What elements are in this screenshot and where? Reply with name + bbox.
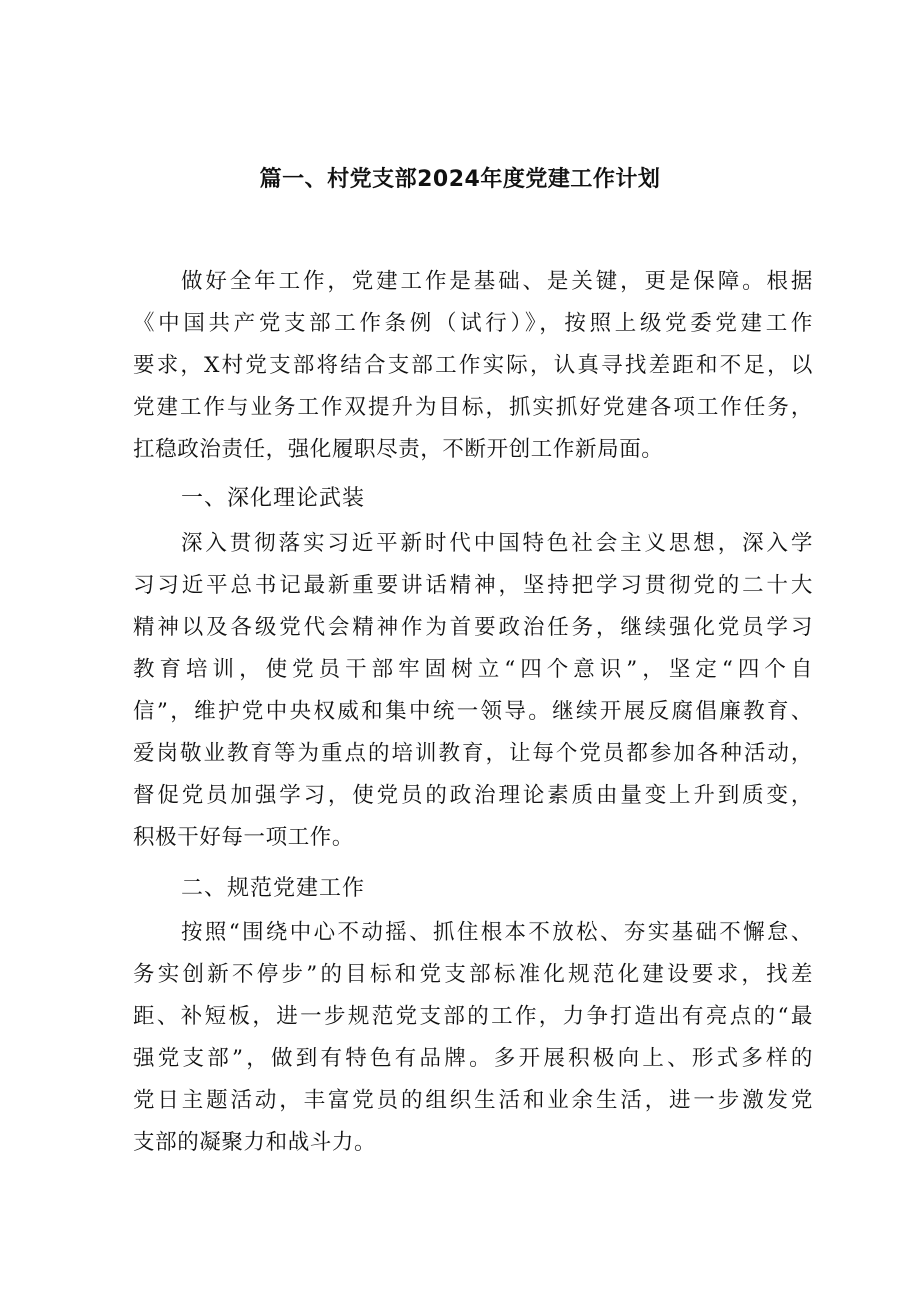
section1-line-4: 教育培训，使党员干部牢固树立“四个意识”，坚定“四个自 bbox=[133, 657, 813, 682]
section2-line-2: 务实创新不停步”的目标和党支部标准化规范化建设要求，找差 bbox=[133, 962, 813, 987]
section2-line-5: 党日主题活动，丰富党员的组织生活和业余生活，进一步激发党 bbox=[133, 1088, 813, 1113]
section1-line-5: 信”，维护党中央权威和集中统一领导。继续开展反腐倡廉教育、 bbox=[133, 699, 813, 724]
intro-line-4: 党建工作与业务工作双提升为目标，抓实抓好党建各项工作任务， bbox=[133, 395, 813, 420]
section1-line-2: 习习近平总书记最新重要讲话精神，坚持把学习贯彻党的二十大 bbox=[133, 573, 813, 598]
section1-line-3: 精神以及各级党代会精神作为首要政治任务，继续强化党员学习 bbox=[133, 615, 813, 640]
section2-line-4: 强党支部”，做到有特色有品牌。多开展积极向上、形式多样的 bbox=[133, 1046, 813, 1071]
section-heading-1: 一、深化理论武装 bbox=[181, 486, 366, 511]
section1-line-7: 督促党员加强学习，使党员的政治理论素质由量变上升到质变， bbox=[133, 783, 813, 808]
section1-line-6: 爱岗敬业教育等为重点的培训教育，让每个党员都参加各种活动， bbox=[133, 741, 813, 766]
section2-line-3: 距、补短板，进一步规范党支部的工作，力争打造出有亮点的“最 bbox=[133, 1004, 813, 1029]
intro-line-5: 扛稳政治责任，强化履职尽责，不断开创工作新局面。 bbox=[133, 437, 664, 462]
section2-line-6: 支部的凝聚力和战斗力。 bbox=[133, 1130, 377, 1155]
section1-line-8: 积极干好每一项工作。 bbox=[133, 825, 355, 850]
intro-line-3: 要求，X村党支部将结合支部工作实际，认真寻找差距和不足，以 bbox=[133, 353, 813, 378]
section1-line-1: 深入贯彻落实习近平新时代中国特色社会主义思想，深入学 bbox=[181, 531, 813, 556]
section-heading-2: 二、规范党建工作 bbox=[181, 876, 366, 901]
intro-line-1: 做好全年工作，党建工作是基础、是关键，更是保障。根据 bbox=[181, 269, 813, 294]
intro-line-2: 《中国共产党支部工作条例（试行）》，按照上级党委党建工作 bbox=[133, 311, 813, 336]
section2-line-1: 按照“围绕中心不动摇、抓住根本不放松、夯实基础不懈怠、 bbox=[181, 920, 813, 945]
document-title: 篇一、村党支部2024年度党建工作计划 bbox=[259, 167, 661, 192]
